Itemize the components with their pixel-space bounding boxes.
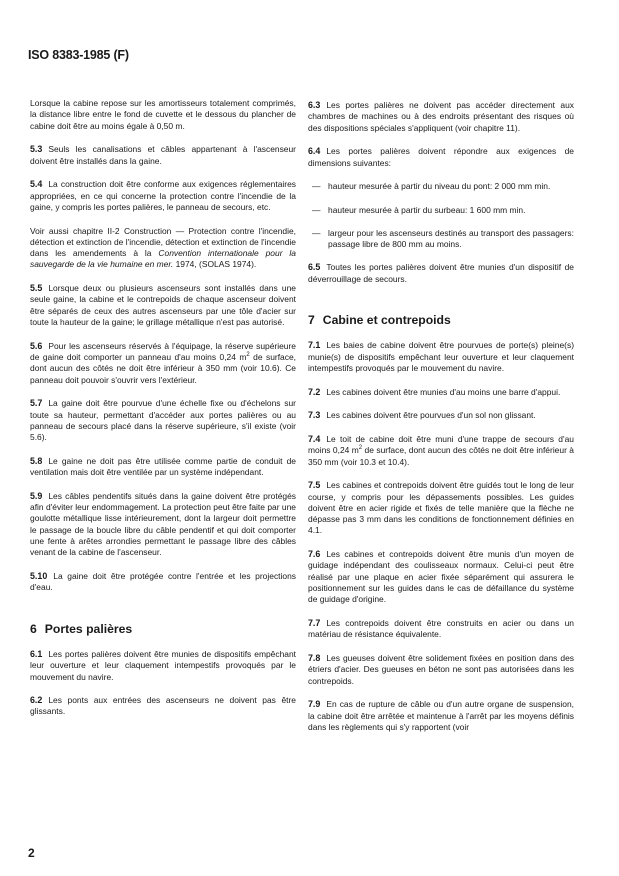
paragraph-5-6 xyxy=(30,341,296,386)
list-item-text: hauteur mesurée à partir du niveau du pont: 2 000 mm min. xyxy=(328,181,551,192)
clause-number: 7.5 xyxy=(308,480,321,491)
paragraph-7-1 xyxy=(308,340,574,374)
clause-text: Lorsque deux ou plusieurs ascenseurs sont installés dans une seule gaine, la cabine et le contrepoids de chaque ascenseur doivent être séparés de ceux des autres ascenseurs par une tôle d'acier sur toute la hauteur de la gaine; le grillage métallique n'est pas autorisé. xyxy=(30,283,296,328)
clause-number: 7.3 xyxy=(308,410,321,421)
paragraph-7-4 xyxy=(308,434,574,468)
section-title: Cabine et contrepoids xyxy=(322,313,451,328)
section-number: 6 xyxy=(30,621,37,636)
clause-text: La gaine doit être protégée contre l'entrée et les projections d'eau. xyxy=(30,571,296,593)
clause-text: Les baies de cabine doivent être pourvues de porte(s) pleine(s) munie(s) de dispositifs empêchant leur ouverture et leur claquement intempestifs provoqués par le mouvement du navire. xyxy=(308,340,574,373)
clause-number: 5.9 xyxy=(30,490,43,501)
clause-number: 5.5 xyxy=(30,283,43,294)
paragraph-5-7 xyxy=(30,398,296,443)
paragraph-5-10 xyxy=(30,571,296,594)
clause-number: 5.6 xyxy=(30,340,43,351)
clause-number: 5.8 xyxy=(30,455,43,466)
clause-number: 5.4 xyxy=(30,179,43,190)
clause-number: 6.1 xyxy=(30,648,43,659)
clause-text: Les portes palières doivent être munies de dispositifs empêchant leur ouverture et leur claquement intempestifs provoqués par le mouvement du navire. xyxy=(30,648,296,682)
clause-number: 6.5 xyxy=(308,262,321,273)
clause-number: 7.2 xyxy=(308,386,321,397)
clause-number: 6.3 xyxy=(308,100,321,110)
paragraph-6-3 xyxy=(308,100,574,134)
document-header: ISO 8383-1985 (F) xyxy=(28,48,129,62)
paragraph-7-6 xyxy=(308,549,574,605)
paragraph-5-3 xyxy=(30,144,296,167)
clause-number: 6.4 xyxy=(308,146,321,157)
paragraph-7-5 xyxy=(308,480,574,536)
paragraph-5-4 xyxy=(30,179,296,213)
clause-text: Le toit de cabine doit être muni d'une trappe de secours d'au moins 0,24 m xyxy=(308,434,574,456)
dash-marker: — xyxy=(312,204,321,215)
clause-number: 7.6 xyxy=(308,549,321,560)
section-heading-7 xyxy=(308,315,574,326)
paragraph-voir-aussi xyxy=(30,226,296,271)
dash-marker: — xyxy=(312,181,321,192)
superscript: 2 xyxy=(358,445,363,452)
clause-text: Les gueuses doivent être solidement fixées en position dans des étriers d'acier. Des gueuses en béton ne sont pas autorisées dans les contrepoids. xyxy=(308,653,574,686)
clause-text: La construction doit être conforme aux exigences réglementaires appropriées, en ce qui concerne la protection contre l'incendie de la gaine, y compris les portes palières, le panneau de secours, etc. xyxy=(30,179,296,212)
clause-number: 5.7 xyxy=(30,398,43,409)
paragraph-6-5 xyxy=(308,262,574,285)
paragraph-7-3 xyxy=(308,410,574,421)
clause-number: 7.4 xyxy=(308,434,321,444)
right-column xyxy=(308,100,574,746)
paragraph-7-7 xyxy=(308,618,574,641)
clause-number: 5.3 xyxy=(30,144,43,155)
dash-marker: — xyxy=(312,227,321,238)
clause-text: Les portes palières ne doivent pas accéder directement aux chambres de machines ou à des endroits présentant des risques où des dispositions spéciales s'appliquent (voir chapitre 11). xyxy=(308,100,574,133)
clause-number: 6.2 xyxy=(30,695,43,706)
list-item xyxy=(308,181,574,192)
clause-text: Les cabines et contrepoids doivent être guidés tout le long de leur course, y compris pour les dépassements possibles. Les guides doivent être en acier rigide et fixés de telle manière que la flèche ne dépasse pas 3 mm dans les conditions de fonctionnement définies en 4.1. xyxy=(308,480,574,536)
list-item-text: hauteur mesurée à partir du surbeau: 1 600 mm min. xyxy=(328,204,526,215)
section-title: Portes palières xyxy=(44,621,133,636)
clause-text: Voir aussi chapitre II-2 Construction — Protection contre l'incendie, détection et extinction de l'incendie, détection et extinction de l'incendie dans les amendements à la xyxy=(30,225,296,259)
page-number: 2 xyxy=(28,846,35,860)
clause-text: Les cabines doivent être pourvues d'un sol non glissant. xyxy=(326,410,536,421)
clause-text: Le gaine ne doit pas être utilisée comme partie de conduit de ventilation mais doit être ventilée par un système indépendant. xyxy=(30,455,296,478)
list-item xyxy=(308,205,574,216)
clause-text: Les portes palières doivent répondre aux exigences de dimensions suivantes: xyxy=(308,146,574,168)
list-item xyxy=(308,228,574,251)
clause-number: 7.1 xyxy=(308,340,321,351)
clause-text: Seuls les canalisations et câbles appartenant à l'ascenseur doivent être installés dans la gaine. xyxy=(30,144,296,166)
clause-text: La gaine doit être pourvue d'une échelle fixe ou d'échelons sur toute sa hauteur, permettant d'accéder aux portes palières ou au panneau de secours placé dans la réserve supérieure, s'il existe (voir 5.6). xyxy=(30,398,296,443)
section-heading-6 xyxy=(30,621,296,636)
paragraph-intro: Lorsque la cabine repose sur les amortisseurs totalement comprimés, la distance libre entre le fond de cuvette et le dessous du plancher de cabine doit être au moins égale à 0,50 m. xyxy=(30,98,296,131)
clause-text: Les ponts aux entrées des ascenseurs ne doivent pas être glissants. xyxy=(30,695,296,717)
clause-text: Toutes les portes palières doivent être munies d'un dispositif de déverrouillage de secours. xyxy=(308,262,574,284)
paragraph-6-1 xyxy=(30,649,296,683)
paragraph-7-8 xyxy=(308,653,574,687)
list-item-text: largeur pour les ascenseurs destinés au transport des passagers: passage libre de 800 mm au moins. xyxy=(328,227,574,250)
left-column xyxy=(30,98,296,730)
clause-text: En cas de rupture de câble ou d'un autre organe de suspension, la cabine doit être arrêtée et maintenue à l'arrêt par les moyens définis dans les règlements qui s'y rapportent (voir xyxy=(308,699,574,732)
paragraph-6-4 xyxy=(308,146,574,169)
convention-title: Convention internationale pour la sauvegarde de la vie humaine en mer. xyxy=(30,248,296,270)
paragraph-7-2 xyxy=(308,387,574,398)
clause-number: 7.8 xyxy=(308,653,321,664)
clause-text: Les cabines et contrepoids doivent être munis d'un moyen de guidage indépendant des coulisseaux normaux. Celui-ci peut être réalisé par une plaque en acier fixée séparément qui assurera le positionnement sur les guides dans le cas de défaillance du système de guidage d'origine. xyxy=(308,549,574,605)
clause-text: Pour les ascenseurs réservés à l'équipage, la réserve supérieure de gaine doit comporter un panneau d'au moins 0,24 m xyxy=(30,340,296,362)
paragraph-5-5 xyxy=(30,283,296,328)
clause-text: Les câbles pendentifs situés dans la gaine doivent être protégés afin d'éviter leur endommagement. La protection peut être faite par une goulotte métallique lisse intérieurement, dont la largeur doit permettre le passage de la boucle libre du câble pendentif et qui doit comporter une fente à arêtes arrondies permettant le passage libre des câbles venant de la cabine de l'ascenseur. xyxy=(30,490,296,558)
clause-text: Les contrepoids doivent être construits en acier ou dans un matériau de résistance équivalente. xyxy=(308,618,574,640)
section-number: 7 xyxy=(308,313,315,328)
superscript: 2 xyxy=(246,352,250,359)
paragraph-5-9 xyxy=(30,491,296,559)
clause-number: 7.9 xyxy=(308,699,321,710)
clause-text: Les cabines doivent être munies d'au moins une barre d'appui. xyxy=(326,386,561,397)
clause-text: de surface, dont aucun des côtés ne doit être inférieur à 350 mm (voir 10.6). Ce panneau doit pouvoir s'ouvrir vers l'extérieur. xyxy=(30,352,296,385)
clause-number: 7.7 xyxy=(308,618,321,629)
paragraph-5-8 xyxy=(30,456,296,479)
paragraph-7-9 xyxy=(308,699,574,733)
clause-text: 1974, (SOLAS 1974). xyxy=(173,259,257,270)
clause-number: 5.10 xyxy=(30,571,48,582)
paragraph-6-2 xyxy=(30,695,296,718)
clause-text: de surface, dont aucun des côtés ne doit être inférieur à 350 mm (voir 10.3 et 10.4). xyxy=(308,445,574,467)
